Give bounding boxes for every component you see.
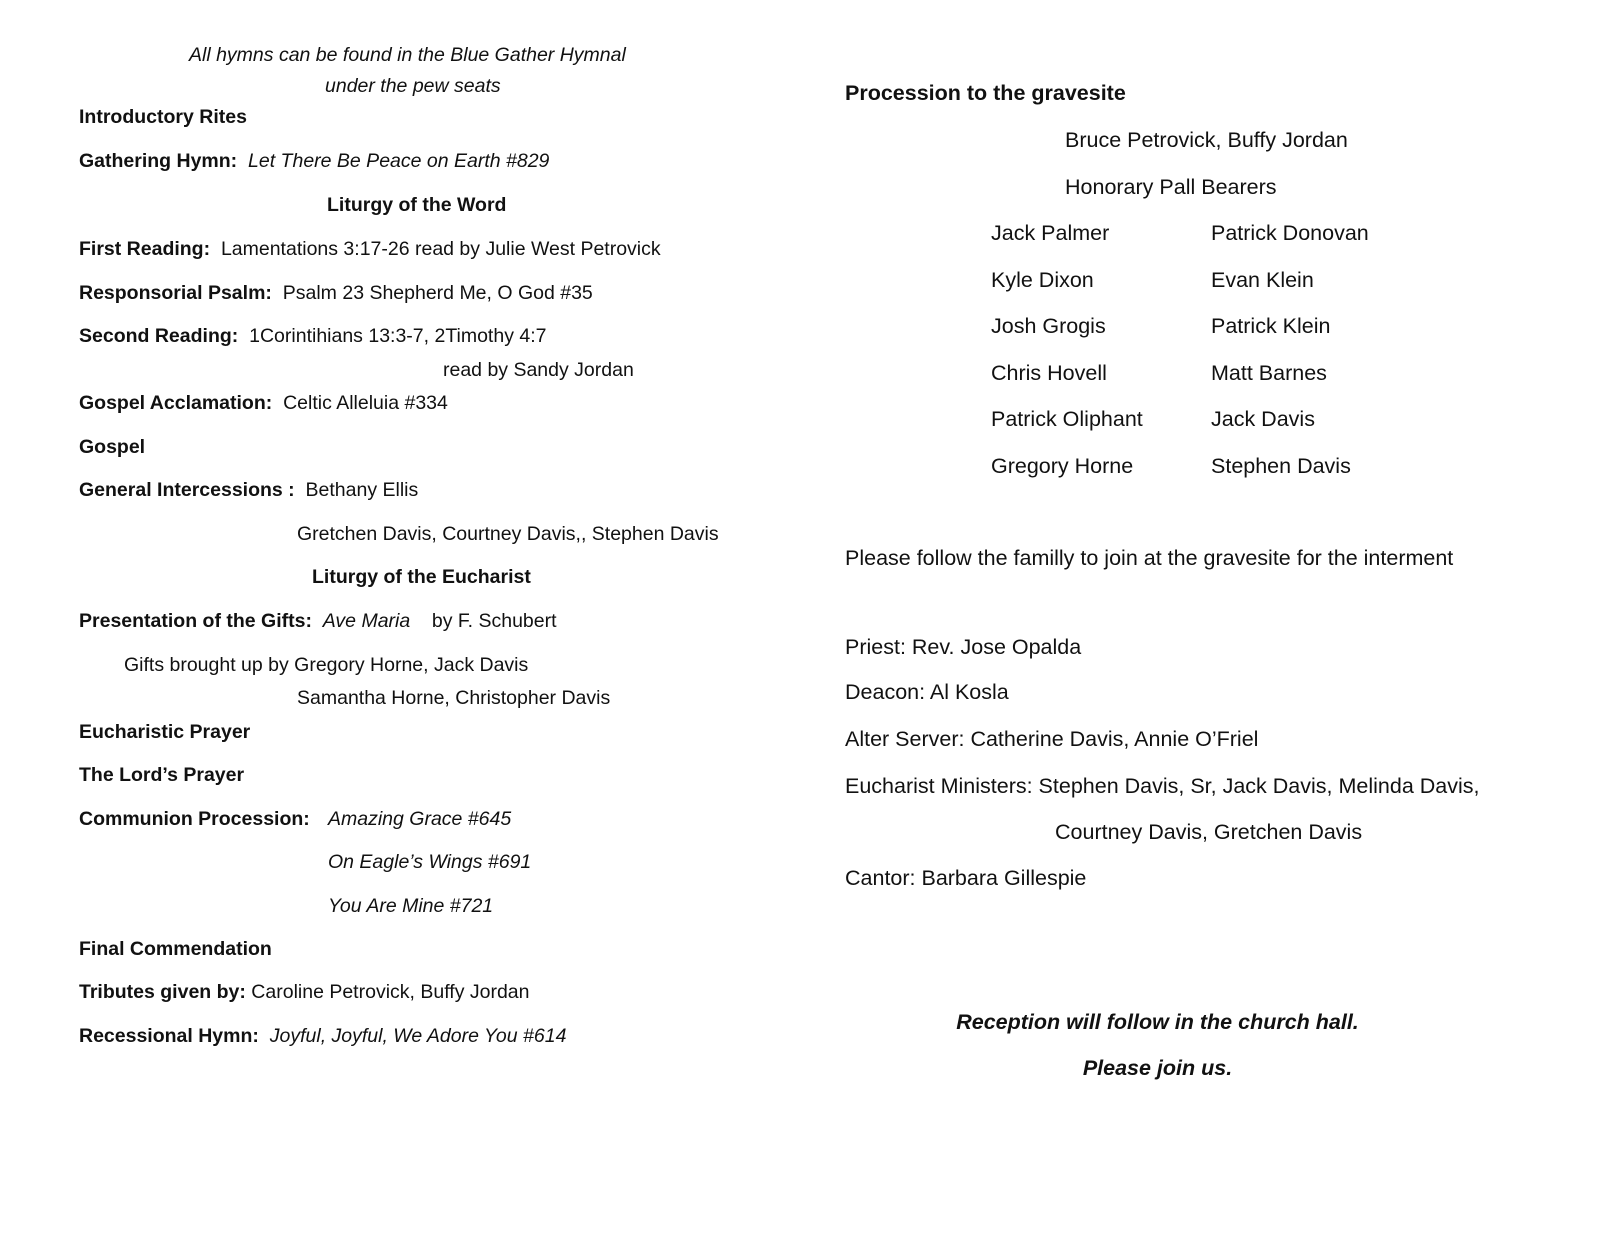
recessional-label: Recessional Hymn:: [79, 1025, 259, 1047]
eucharist-ministers-line1: Eucharist Ministers: Stephen Davis, Sr, Jack Davis, Melinda Davis,: [845, 774, 1480, 798]
pall-bearer: Patrick Donovan: [1211, 221, 1369, 245]
reception-line2: Please join us.: [1082, 1056, 1233, 1080]
deacon-line: Deacon: Al Kosla: [845, 680, 1009, 704]
communion-hymn: You Are Mine #721: [328, 895, 494, 917]
second-reading-label: Second Reading:: [79, 325, 239, 347]
first-reading: [79, 240, 661, 260]
final-commendation-heading: Final Commendation: [79, 938, 272, 960]
general-intercessions: [79, 481, 418, 501]
gospel-acclamation-value: Celtic Alleluia #334: [283, 392, 448, 414]
gifts-label: Presentation of the Gifts:: [79, 610, 312, 632]
tributes: [79, 983, 530, 1003]
gospel-acclamation-label: Gospel Acclamation:: [79, 392, 273, 414]
intercessions-value: Bethany Ellis: [305, 479, 419, 501]
second-reading-value: 1Corintihians 13:3-7, 2Timothy 4:7: [249, 325, 547, 347]
gifts-composer: by F. Schubert: [431, 610, 557, 632]
pall-bearer: Gregory Horne: [991, 454, 1134, 478]
intercessions-line2: Gretchen Davis, Courtney Davis,, Stephen Davis: [297, 523, 719, 545]
communion-hymn: On Eagle’s Wings #691: [328, 851, 532, 873]
communion-hymn: Amazing Grace #645: [328, 808, 512, 830]
eucharist-ministers-line2: Courtney Davis, Gretchen Davis: [1055, 820, 1363, 844]
second-reading: [79, 327, 546, 347]
gathering-hymn-label: Gathering Hymn:: [79, 150, 238, 172]
hymnal-note-line2: under the pew seats: [325, 75, 501, 97]
introductory-rites-heading: Introductory Rites: [79, 106, 247, 128]
reception-line1: Reception will follow in the church hall.: [956, 1010, 1359, 1034]
pall-bearer: Josh Grogis: [991, 314, 1106, 338]
responsorial-psalm: [79, 284, 593, 304]
recessional-value: Joyful, Joyful, We Adore You #614: [269, 1025, 567, 1047]
lords-prayer-heading: The Lord’s Prayer: [79, 764, 245, 786]
intercessions-label: General Intercessions :: [79, 479, 295, 501]
gospel-heading: Gospel: [79, 436, 146, 458]
pall-bearer: Evan Klein: [1211, 268, 1314, 292]
psalm-value: Psalm 23 Shepherd Me, O God #35: [282, 282, 593, 304]
first-reading-value: Lamentations 3:17-26 read by Julie West Petrovick: [220, 238, 661, 260]
second-reading-reader: read by Sandy Jordan: [443, 359, 634, 381]
liturgy-eucharist-heading: Liturgy of the Eucharist: [312, 566, 531, 588]
first-reading-label: First Reading:: [79, 238, 211, 260]
tributes-value: Caroline Petrovick, Buffy Jordan: [251, 981, 530, 1003]
procession-line1: Bruce Petrovick, Buffy Jordan: [1065, 128, 1348, 152]
pall-bearer: Chris Hovell: [991, 361, 1107, 385]
gathering-hymn-value: Let There Be Peace on Earth #829: [248, 150, 550, 172]
priest-line: Priest: Rev. Jose Opalda: [845, 635, 1082, 659]
recessional-hymn: [79, 1027, 566, 1047]
pall-bearer: Patrick Oliphant: [991, 407, 1143, 431]
alter-server-line: Alter Server: Catherine Davis, Annie O’Friel: [845, 727, 1259, 751]
gifts-brought-line2: Samantha Horne, Christopher Davis: [297, 687, 611, 709]
honorary-pall-bearers-heading: Honorary Pall Bearers: [1065, 175, 1277, 199]
pall-bearer: Patrick Klein: [1211, 314, 1331, 338]
eucharistic-prayer-heading: Eucharistic Prayer: [79, 721, 251, 743]
pall-bearer: Kyle Dixon: [991, 268, 1094, 292]
liturgy-word-heading: Liturgy of the Word: [327, 194, 507, 216]
gifts-brought-line1: Gifts brought up by Gregory Horne, Jack Davis: [124, 654, 529, 676]
gospel-acclamation: [79, 394, 448, 414]
procession-heading: Procession to the gravesite: [845, 81, 1126, 105]
gifts-song: Ave Maria: [322, 610, 411, 632]
pall-bearer: Matt Barnes: [1211, 361, 1327, 385]
psalm-label: Responsorial Psalm:: [79, 282, 272, 304]
pall-bearer: Jack Davis: [1211, 407, 1315, 431]
pall-bearer: Jack Palmer: [991, 221, 1110, 245]
pall-bearer: Stephen Davis: [1211, 454, 1351, 478]
gathering-hymn: [79, 152, 549, 172]
hymnal-note-line1: All hymns can be found in the Blue Gather Hymnal: [189, 44, 626, 66]
communion-label: Communion Procession:: [79, 808, 310, 830]
presentation-of-gifts: [79, 612, 557, 632]
follow-note: Please follow the familly to join at the gravesite for the interment: [845, 546, 1454, 570]
tributes-label: Tributes given by:: [79, 981, 246, 1003]
cantor-line: Cantor: Barbara Gillespie: [845, 866, 1087, 890]
